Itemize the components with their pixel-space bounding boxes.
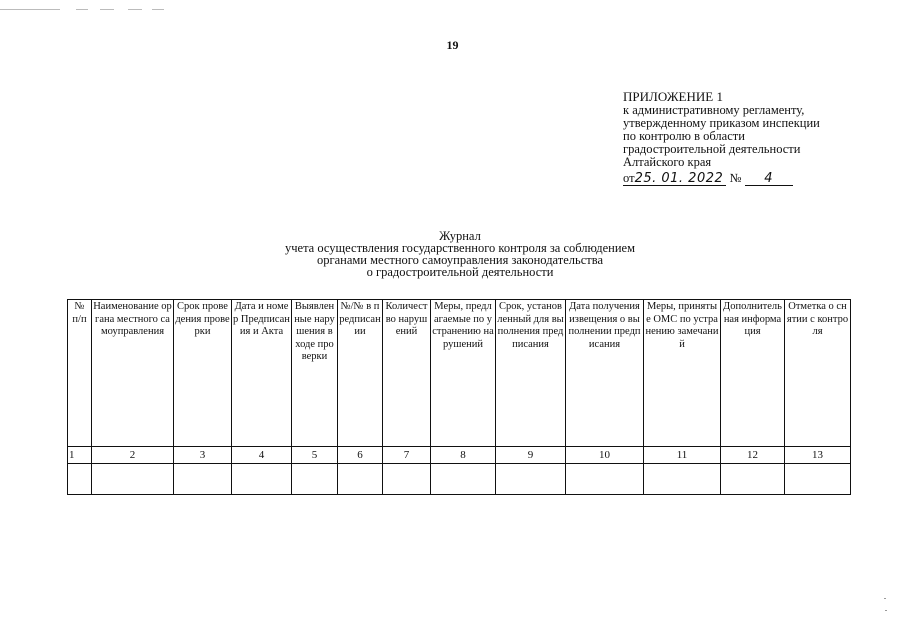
column-number-cell: 3: [174, 447, 232, 464]
column-number-row: [68, 447, 851, 464]
page-number: 19: [446, 38, 459, 52]
empty-cell: [785, 464, 851, 495]
empty-cell: [383, 464, 431, 495]
empty-cell: [566, 464, 644, 495]
column-number-cell: 5: [292, 447, 338, 464]
column-number-cell: 11: [644, 447, 721, 464]
header-cell: Дополнительная информация: [721, 300, 785, 447]
journal-heading: Журнал: [439, 229, 481, 243]
empty-cell: [644, 464, 721, 495]
empty-cell: [174, 464, 232, 495]
journal-title: [200, 230, 720, 278]
number-label: №: [729, 171, 742, 185]
appendix-line: к административному регламенту,: [623, 103, 805, 117]
appendix-line: по контролю в области: [623, 129, 745, 143]
header-cell: Дата получения извещения о выполнении предписания: [566, 300, 644, 447]
order-date-field: [623, 172, 726, 186]
header-cell: №/№ в предписании: [338, 300, 383, 447]
scan-artifact-line: [128, 9, 142, 10]
column-number-cell: 9: [496, 447, 566, 464]
column-number-cell: 13: [785, 447, 851, 464]
empty-cell: [292, 464, 338, 495]
column-number-cell: 10: [566, 447, 644, 464]
empty-cell: [232, 464, 292, 495]
header-cell: Срок проведения проверки: [174, 300, 232, 447]
column-number-cell: 12: [721, 447, 785, 464]
from-label: от: [623, 171, 635, 185]
column-number-cell: 2: [92, 447, 174, 464]
appendix-line: утвержденному приказом инспекции: [623, 116, 820, 130]
journal-subtitle-line: органами местного самоуправления законодательства: [316, 253, 604, 267]
column-number-cell: 6: [338, 447, 383, 464]
column-number-cell: 8: [431, 447, 496, 464]
scan-speck: [885, 610, 887, 611]
appendix-line: градостроительной деятельности: [623, 142, 801, 156]
header-cell: Наименование органа местного самоуправления: [92, 300, 174, 447]
empty-cell: [338, 464, 383, 495]
scan-artifact-line: [0, 9, 60, 10]
column-number-cell: 4: [232, 447, 292, 464]
table-header-row: [68, 300, 851, 447]
header-cell: Отметка о снятии с контроля: [785, 300, 851, 447]
empty-cell: [68, 464, 92, 495]
handwritten-date: 25. 01. 2022: [634, 171, 724, 186]
header-cell: Срок, установленный для выполнения предписания: [496, 300, 566, 447]
header-cell: Количество нарушений: [383, 300, 431, 447]
empty-cell: [496, 464, 566, 495]
journal-subtitle-line: учета осуществления государственного контроля за соблюдением: [284, 241, 635, 255]
header-cell: Дата и номер Предписания и Акта: [232, 300, 292, 447]
header-cell: Выявленные нарушения в ходе проверки: [292, 300, 338, 447]
empty-cell: [92, 464, 174, 495]
appendix-line: Алтайского края: [623, 155, 712, 169]
scan-speck: [884, 598, 886, 599]
column-number-cell: 1: [68, 447, 92, 464]
handwritten-number: 4: [764, 171, 773, 186]
scan-artifact-line: [100, 9, 114, 10]
appendix-block: [623, 90, 893, 186]
header-cell: Меры, предлагаемые по устранению нарушений: [431, 300, 496, 447]
empty-cell: [431, 464, 496, 495]
journal-subtitle-line: о градостроительной деятельности: [366, 265, 554, 279]
header-cell: № п/п: [68, 300, 92, 447]
appendix-title: ПРИЛОЖЕНИЕ 1: [623, 89, 723, 104]
order-date-line: [623, 172, 893, 186]
scan-artifact-line: [152, 9, 164, 10]
empty-cell: [721, 464, 785, 495]
header-cell: Меры, принятые ОМС по устранению замечаний: [644, 300, 721, 447]
table-empty-row: [68, 464, 851, 495]
order-number-field: [745, 172, 793, 186]
column-number-cell: 7: [383, 447, 431, 464]
scan-artifact-line: [76, 9, 88, 10]
journal-table: [67, 299, 851, 495]
